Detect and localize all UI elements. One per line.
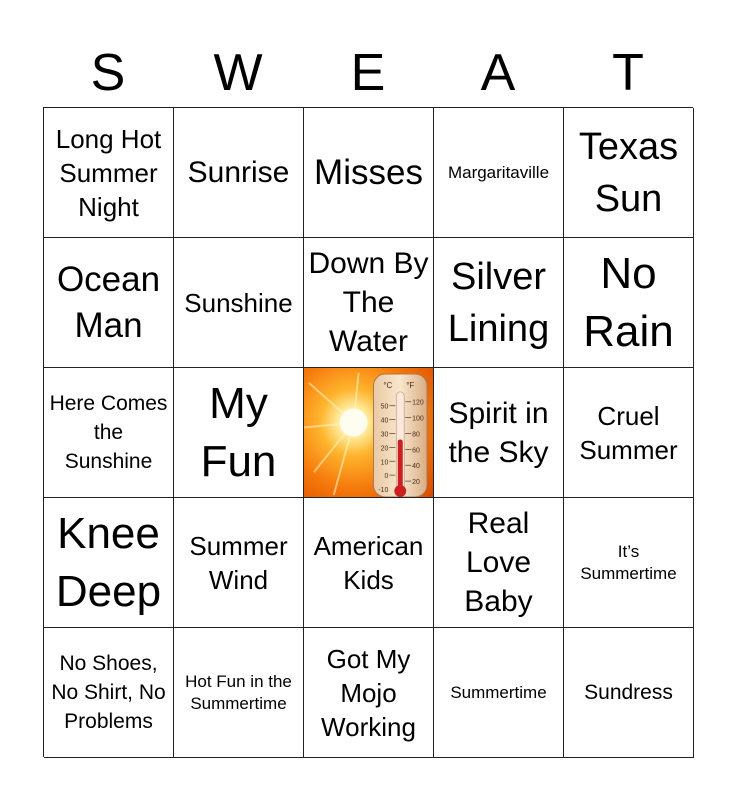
cell-label: No Rain [583,248,674,356]
bingo-cell[interactable] [174,238,304,368]
celsius-tick: 10 [380,459,389,467]
cell-label: My Fun [200,378,277,486]
celsius-tick: 20 [380,445,389,453]
free-space-cell[interactable] [304,368,434,498]
bingo-cell[interactable] [304,498,434,628]
cell-label: Sunrise [187,156,290,189]
bingo-cell[interactable] [174,628,304,758]
cell-label: Sunshine [184,287,293,318]
cell-label: Real Love Baby [464,507,533,618]
cell-label: Summertime [450,682,547,702]
cell-label: Down By The Water [308,247,429,358]
cell-label: Spirit in the Sky [448,396,549,469]
celsius-tick: 30 [380,431,389,439]
header-letter-a: A [480,44,516,102]
fahrenheit-tick: 80 [412,431,420,439]
cell-label: Ocean Man [56,259,161,345]
bingo-board [43,107,693,757]
celsius-tick: 40 [380,417,389,425]
bingo-cell[interactable] [174,498,304,628]
bingo-cell[interactable] [44,108,174,238]
celsius-tick: 0 [384,473,389,481]
bingo-header [43,38,693,108]
cell-label: Summer Wind [189,530,288,595]
celsius-tick: 50 [380,403,389,411]
fahrenheit-tick: 40 [412,463,420,471]
bingo-cell[interactable] [304,108,434,238]
fahrenheit-tick: 100 [412,415,424,423]
celsius-tick: -10 [378,487,389,495]
cell-label: No Shoes, No Shirt, No Problems [51,652,166,733]
cell-label: Hot Fun in the Summertime [185,671,292,713]
cell-label: Cruel Summer [579,400,678,465]
header-letter-t: T [612,44,644,102]
bingo-cell[interactable] [434,108,564,238]
cell-label: Here Comes the Sunshine [49,392,168,473]
thermometer-sun-icon [304,368,433,497]
fahrenheit-tick: 20 [412,479,420,487]
header-letter-s: S [90,44,126,102]
bingo-cell[interactable] [564,368,694,498]
fahrenheit-tick: 60 [412,447,420,455]
bingo-cell[interactable] [44,628,174,758]
header-letter-e: E [350,44,386,102]
cell-label: Texas Sun [578,125,679,220]
cell-label: Got My Mojo Working [321,643,416,742]
bingo-cell[interactable] [564,238,694,368]
celsius-unit-label: °C [383,380,393,390]
bingo-cell[interactable] [564,628,694,758]
cell-label: Misses [314,152,423,192]
bingo-cell[interactable] [304,628,434,758]
bingo-cell[interactable] [44,498,174,628]
header-letter-w: W [213,44,263,102]
bingo-cell[interactable] [564,108,694,238]
fahrenheit-tick: 120 [412,399,424,407]
bingo-cell[interactable] [304,238,434,368]
cell-label: Silver Lining [447,255,550,350]
bingo-cell[interactable] [174,368,304,498]
bingo-cell[interactable] [174,108,304,238]
bingo-cell[interactable] [434,498,564,628]
fahrenheit-unit-label: °F [406,380,415,390]
cell-label: Long Hot Summer Night [55,123,162,222]
cell-label: American Kids [313,530,424,595]
bingo-cell[interactable] [434,628,564,758]
bingo-cell[interactable] [434,368,564,498]
bingo-cell[interactable] [434,238,564,368]
bingo-cell[interactable] [44,368,174,498]
cell-label: It’s Summertime [580,541,677,583]
bingo-cell[interactable] [564,498,694,628]
bingo-cell[interactable] [44,238,174,368]
cell-label: Knee Deep [55,508,162,616]
cell-label: Sundress [584,681,673,704]
cell-label: Margaritaville [447,162,550,182]
